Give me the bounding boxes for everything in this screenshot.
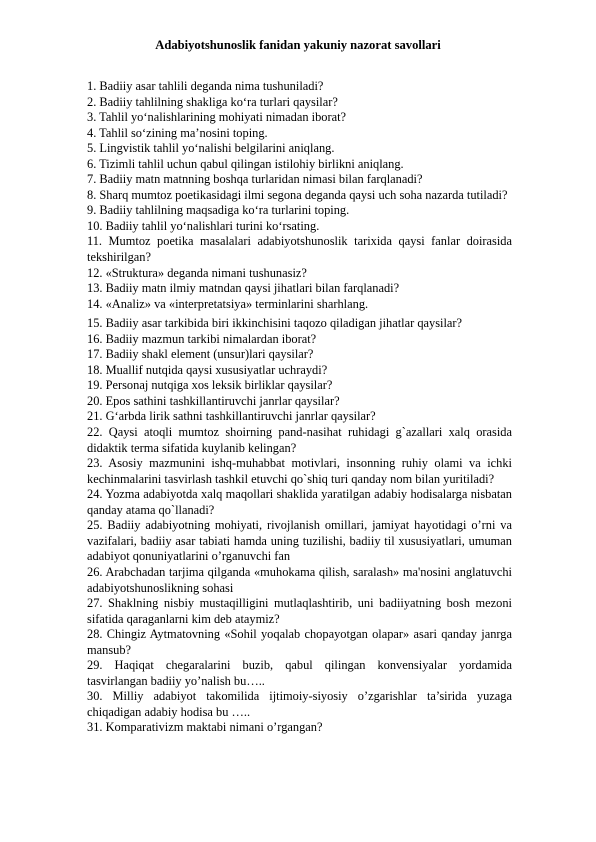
question-25: 25. Badiiy adabiyotning mohiyati, rivojlanish omillari, jamiyat hayotidagi o’rni va vazifalari, badiiy asar tabiati hamda uning tuzilishi, badiiy til xususiyatlari, umuman adabiyot qonuniyatlarini o’rganuvchi fan: [87, 518, 512, 564]
question-18: 18. Muallif nutqida qaysi xususiyatlar uchraydi?: [87, 362, 328, 377]
document-title: Adabiyotshunoslik fanidan yakuniy nazorat savollari: [155, 38, 441, 52]
question-20: 20. Epos sathini tashkillantiruvchi janrlar qaysilar?: [87, 393, 340, 408]
question-30: 30. Milliy adabiyot takomilida ijtimoiy-siyosiy o’zgarishlar ta’sirida yuzaga chiqadigan adabiy hodisa bu …..: [87, 689, 512, 719]
question-27: 27. Shaklning nisbiy mustaqilligini mutlaqlashtirib, uni badiiyatning bosh mezoni sifatida qaraganlarni kim deb ataymiz?: [87, 596, 512, 626]
question-14: 14. «Analiz» va «interpretatsiya» terminlarini sharhlang.: [87, 296, 369, 311]
question-19: 19. Personaj nutqiga xos leksik birliklar qaysilar?: [87, 378, 333, 393]
question-23: 23. Asosiy mazmunini ishq-muhabbat motivlari, insonning ruhiy olami va ichki kechinmalarini tasvirlash tashkil etuvchi qo`shiq turi qanday nom bilan yuritiladi?: [87, 456, 512, 486]
question-28: 28. Chingiz Aytmatovning «Sohil yoqalab chopayotgan olapar» asari qanday janrga mansub?: [87, 627, 512, 657]
question-11: 11. Mumtoz poetika masalalari adabiyotshunoslik tarixida qaysi fanlar doirasida tekshirilgan?: [87, 234, 512, 265]
question-5: 5. Lingvistik tahlil yo‘nalishi belgilarini aniqlang.: [87, 141, 335, 156]
question-2: 2. Badiiy tahlilning shakliga ko‘ra turlari qaysilar?: [87, 94, 338, 109]
question-4: 4. Tahlil so‘zining ma’nosini toping.: [87, 125, 268, 140]
question-7: 7. Badiiy matn matnning boshqa turlaridan nimasi bilan farqlanadi?: [87, 172, 423, 187]
question-21: 21. G‘arbda lirik sathni tashkillantiruvchi janrlar qaysilar?: [87, 409, 376, 424]
question-15: 15. Badiiy asar tarkibida biri ikkinchisini taqozo qiladigan jihatlar qaysilar?: [87, 316, 463, 331]
question-10: 10. Badiiy tahlil yo‘nalishlari turini ko‘rsating.: [87, 218, 320, 233]
question-8: 8. Sharq mumtoz poetikasidagi ilmi segona deganda qaysi uch soha nazarda tutiladi?: [87, 187, 508, 202]
question-3: 3. Tahlil yo‘nalishlarining mohiyati nimadan iborat?: [87, 110, 347, 125]
question-29: 29. Haqiqat chegaralarini buzib, qabul qilingan konvensiyalar yordamida tasvirlangan badiiy yo’nalish bu…..: [87, 658, 512, 688]
question-31: 31. Komparativizm maktabi nimani o’rgangan?: [87, 720, 323, 735]
question-17: 17. Badiiy shakl element (unsur)lari qaysilar?: [87, 347, 314, 362]
question-16: 16. Badiiy mazmun tarkibi nimalardan iborat?: [87, 331, 317, 346]
question-9: 9. Badiiy tahlilning maqsadiga ko‘ra turlarini toping.: [87, 203, 350, 218]
question-13: 13. Badiiy matn ilmiy matndan qaysi jihatlari bilan farqlanadi?: [87, 281, 400, 296]
question-26: 26. Arabchadan tarjima qilganda «muhokama qilish, saralash» ma'nosini anglatuvchi adabiyotshunoslikning sohasi: [87, 564, 512, 595]
question-12: 12. «Struktura» deganda nimani tushunasiz?: [87, 265, 307, 280]
question-6: 6. Tizimli tahlil uchun qabul qilingan istilohiy birlikni aniqlang.: [87, 156, 404, 171]
question-list: [87, 79, 512, 736]
question-1: 1. Badiiy asar tahlili deganda nima tushuniladi?: [87, 79, 324, 93]
question-24: 24. Yozma adabiyotda xalq maqollari shaklida yaratilgan adabiy hodisalarga nisbatan qanday atama qo`llanadi?: [87, 487, 512, 517]
question-22: 22. Qaysi atoqli mumtoz shoirning pand-nasihat ruhidagi g`azallari xalq orasida didaktik terma sifatida kuylanib kelingan?: [87, 425, 512, 455]
